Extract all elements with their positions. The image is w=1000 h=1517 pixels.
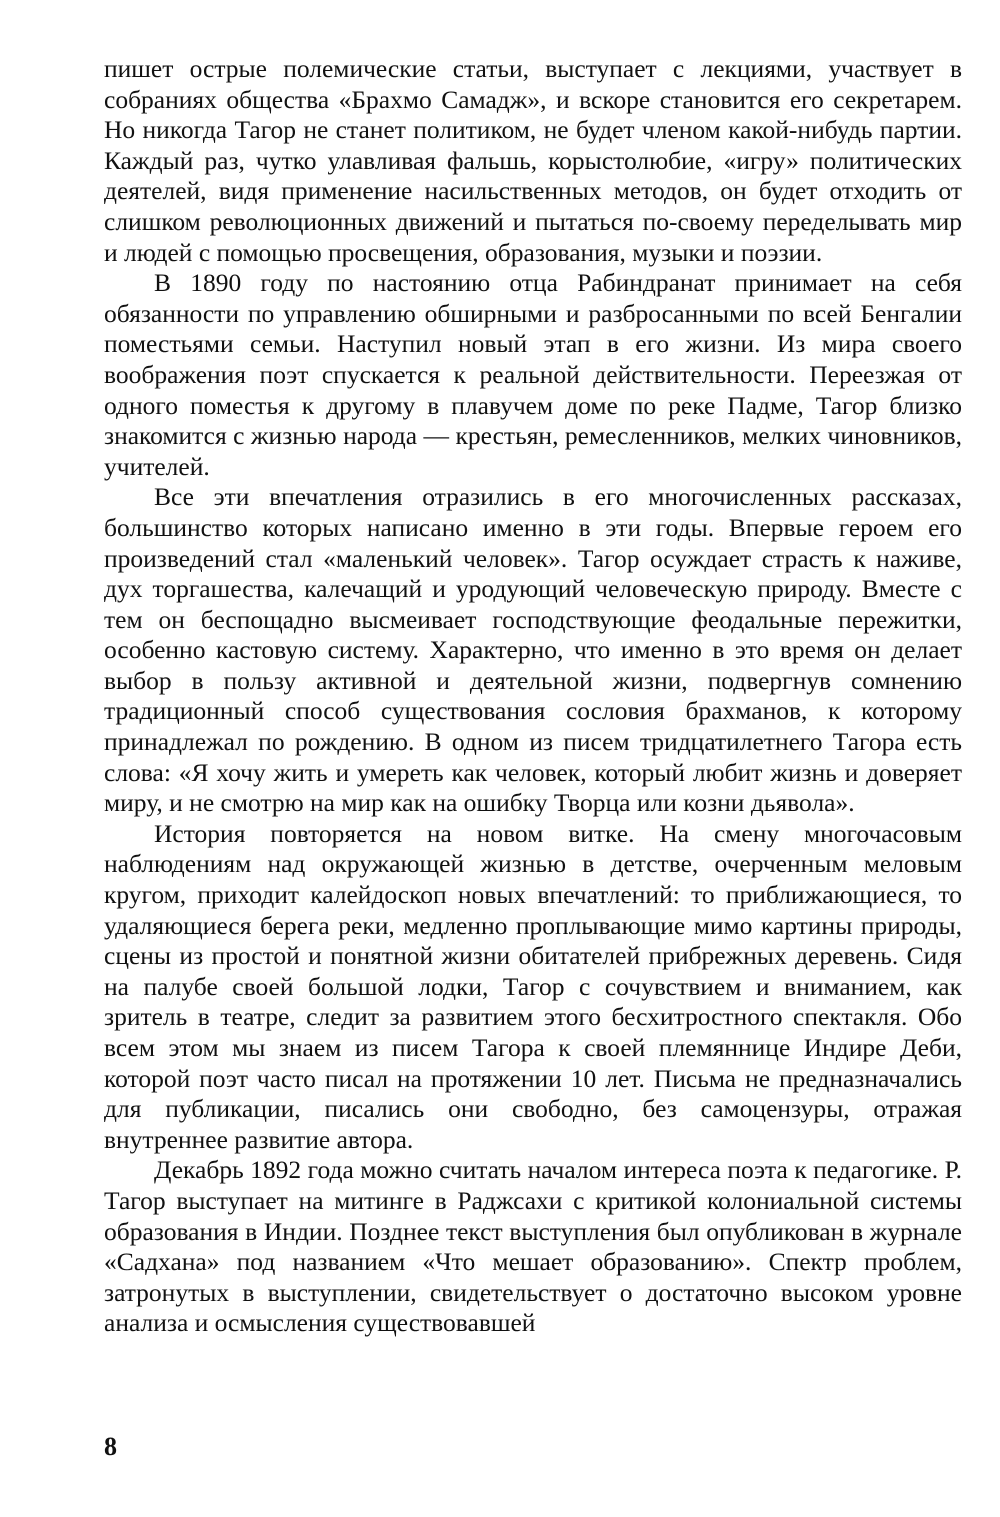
paragraph-continuation: пишет острые полемические статьи, выступает с лекциями, участвует в собраниях общества «Брахмо Самадж», и вскоре становится его секретарем. Но никогда Тагор не станет политиком, не будет членом какой-нибудь партии. Каждый раз, чутко улавливая фальшь, корыстолюбие, «игру» политических деятелей, видя применение насильственных методов, он будет отходить от слишком революционных движений и пытаться по-своему переделывать мир и людей с помощью просвещения, образования, музыки и поэзии. — [104, 54, 962, 267]
paragraph-history-repeats: История повторяется на новом витке. На смену многочасовым наблюдениям над окружающей жизнью в детстве, очерченным меловым кругом, приходит калейдоскоп новых впечатлений: то приближающиеся, то удаляющиеся берега реки, медленно проплывающие мимо картины природы, сцены из простой и понятной жизни обитателей прибрежных деревень. Сидя на палубе своей большой лодки, Тагор с сочувствием и вниманием, как зритель в театре, следит за развитием этого бесхитростного спектакля. Обо всем этом мы знаем из писем Тагора к своей племяннице Индире Деби, которой поэт часто писал на протяжении 10 лет. Письма не предназначались для публикации, писались они свободно, без самоцензуры, отражая внутреннее развитие автора. — [104, 818, 962, 1154]
page-body — [104, 54, 962, 1339]
page-number: 8 — [104, 1432, 117, 1461]
paragraph-impressions-stories: Все эти впечатления отразились в его многочисленных рассказах, большинство которых написано именно в эти годы. Впервые героем его произведений стал «маленький человек». Тагор осуждает страсть к наживе, дух торгашества, калечащий и уродующий человеческую природу. Вместе с тем он беспощадно высмеивает господствующие феодальные пережитки, особенно кастовую систему. Характерно, что именно в это время он делает выбор в пользу активной и деятельной жизни, подвергнув сомнению традиционный способ существования сословия брахманов, к которому принадлежал по рождению. В одном из писем тридцатилетнего Тагора есть слова: «Я хочу жить и умереть как человек, который любит жизнь и доверяет миру, и не смотрю на мир как на ошибку Творца или козни дьявола». — [104, 482, 962, 818]
paragraph-1890-estates: В 1890 году по настоянию отца Рабиндранат принимает на себя обязанности по управлению обширными и разбросанными по всей Бенгалии поместьями семьи. Наступил новый этап в его жизни. Из мира своего воображения поэт спускается к реальной действительности. Переезжая от одного поместья к другому в плавучем доме по реке Падме, Тагор близко знакомится с жизнью народа — крестьян, ремесленников, мелких чиновников, учителей. — [104, 268, 962, 481]
paragraph-december-1892: Декабрь 1892 года можно считать началом интереса поэта к педагогике. Р. Тагор выступает на митинге в Раджсахи с критикой колониальной системы образования в Индии. Позднее текст выступления был опубликован в журнале «Садхана» под названием «Что мешает образованию». Спектр проблем, затронутых в выступлении, свидетельствует о достаточно высоком уровне анализа и осмысления существовавшей — [104, 1155, 962, 1338]
